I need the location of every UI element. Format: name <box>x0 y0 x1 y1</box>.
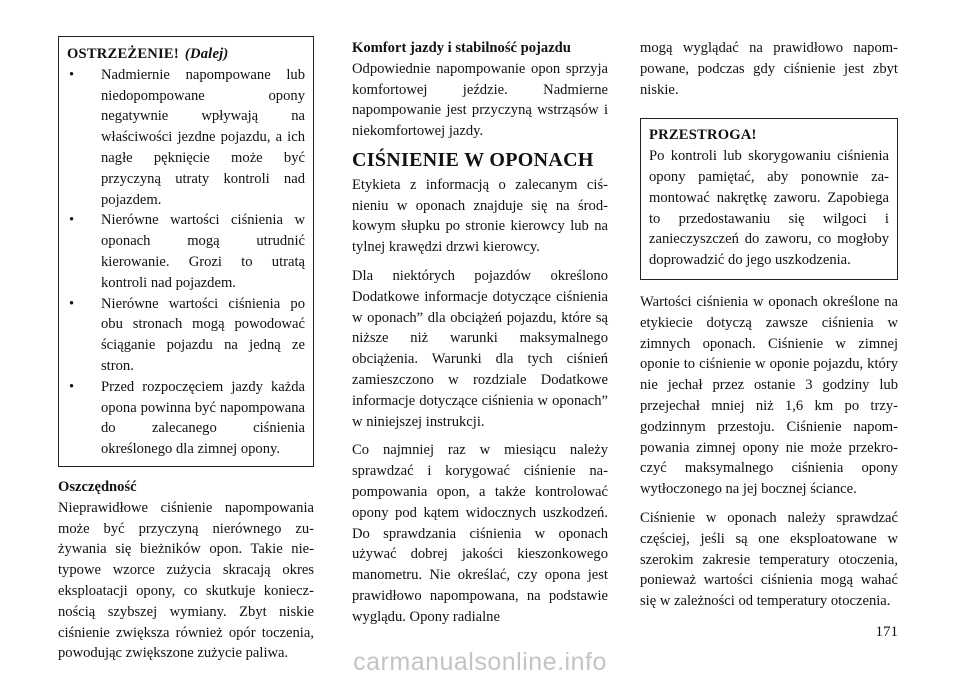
right-column <box>640 38 898 620</box>
warning-title-text: OSTRZEŻENIE! <box>67 46 179 62</box>
list-item: • Nierówne wartości ciśnienia po obu stronach mogą powodować ściąganie pojazdu na jedną ze stron. <box>67 294 305 377</box>
continuation-text: mogą wyglądać na prawidłowo napompowane, podczas gdy ciśnienie jest zbyt niskie. <box>640 40 898 98</box>
caution-title: PRZESTROGA! <box>649 127 757 144</box>
list-item: • Przed rozpoczęciem jazdy każda opona powinna być napompowana do zalecanego ciśnienia określonego dla zimnej opony. <box>67 377 305 460</box>
tire-pressure-heading: CIŚNIENIE W OPONACH <box>352 148 594 171</box>
temperature-paragraph: Ciśnienie w oponach należy sprawdzać częściej, jeśli są one eksploatowane w szerokim zakresie temperatury otoczenia, ponieważ wartości ciśnienia mogą wahać się w zależności od temperatury otoczenia. <box>640 509 898 610</box>
comfort-heading: Komfort jazdy i stabilność pojazdu <box>352 40 571 56</box>
tire-pressure-paragraph: Dla niektórych pojazdów określono Dodatkowe informacje dotyczące ciśnienia w oponach” dla obciążeń pojazdu, które są niższe niż warunki maksymalnego obciążenia. Warunki dla tych ciśnień zamieszczono w rozdziale Dodatkowe informacje dotyczące ciśnienia w oponach” w niniejszej instrukcji. <box>352 267 608 430</box>
warning-list <box>67 65 305 460</box>
warning-box <box>58 36 314 467</box>
warning-title <box>67 44 305 65</box>
list-item: • Nadmiernie napompowane lub niedopompowane opony negatywnie wpływają na właściwości jezdne pojazdu, a ich nagłe pęknięcie może być przyczyną utraty kontroli nad pojazdem. <box>67 65 305 211</box>
caution-box <box>640 118 898 280</box>
page-number: 171 <box>875 624 898 640</box>
cold-pressure-paragraph: Wartości ciśnienia w oponach określone na etykiecie dotyczą zawsze ciśnienia w zimnych oponach. Ciśnienie w zimnej oponie to ciśnienie w oponie pojazdu, który nie jechał przez ostanie 3 godziny lub przejechał mniej niż 1,6 km po trzygodzinnym przestoju. Ciśnienie napompowania zimnej opony nie może przekroczyć maksymalnego ciśnienia opony wytłoczonego na jej bocznej ściance. <box>640 293 898 498</box>
left-column <box>58 36 314 672</box>
tire-pressure-paragraph: Co najmniej raz w miesiącu należy sprawdzać i korygować ciśnienie napompowania opon, a także kontrolować opony pod kątem widocznych uszkodzeń. Do sprawdzania ciśnienia w oponach używać dobrej jakości kieszonkowego manometru. Nie określać, czy opona jest prawidłowo napompowana, na podstawie wyglądu. Opony radialne <box>352 442 608 625</box>
caution-text: Po kontroli lub skorygowaniu ciśnienia opony pamiętać, aby ponownie zamontować nakrętkę zaworu. Zapobiega to przedostawaniu się wilgoci i zanieczyszczeń do zaworu, co mogłoby doprowadzić do jego uszkodzenia. <box>649 148 889 269</box>
economy-heading: Oszczędność <box>58 478 137 495</box>
middle-column <box>352 38 608 636</box>
list-item: • Nierówne wartości ciśnienia w oponach mogą utrudnić kierowanie. Grozi to utratą kontroli nad pojazdem. <box>67 210 305 293</box>
economy-text: Nieprawidłowe ciśnienie napompowania może być przyczyną nierównego zużywania się bieżników opon. Takie nietypowe wzorce zużycia skracają okres eksploatacji opony, co skutkuje koniecznością szybszej wymiany. Zbyt niskie ciśnienie zwiększa również opór toczenia, powodując zwiększone zużycie paliwa. <box>58 499 314 662</box>
tire-pressure-paragraph: Etykieta z informacją o zalecanym ciśnieniu w oponach znajduje się na środkowym słupku po stronie kierowcy lub na tylnej krawędzi drzwi kierowcy. <box>352 176 608 256</box>
warning-continued: (Dalej) <box>184 46 229 62</box>
watermark: carmanualsonline.info <box>353 648 607 676</box>
comfort-text: Odpowiednie napompowanie opon sprzyja komfortowej jeździe. Nadmierne napompowanie jest przyczyną wstrząsów i niekomfortowej jazdy. <box>352 60 608 140</box>
